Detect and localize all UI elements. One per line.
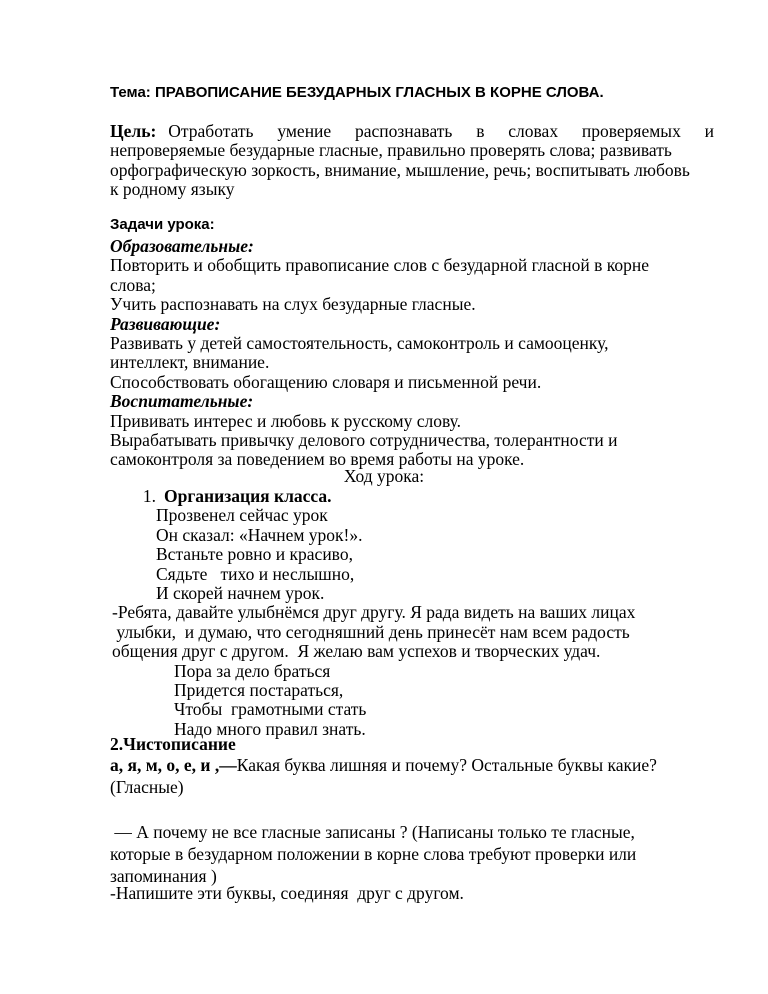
poem-line: Он сказал: «Начнем урок!». bbox=[156, 524, 363, 545]
goal-line-3: орфографическую зоркость, внимание, мышление, речь; воспитывать любовь bbox=[110, 159, 690, 180]
penmanship-section bbox=[110, 735, 750, 798]
goal-line-2: непроверяемые безударные гласные, правильно проверять слова; развивать bbox=[110, 140, 672, 161]
educational-heading: Образовательные: bbox=[110, 236, 254, 256]
letters: а, я, м, о, е, и ,— bbox=[110, 755, 237, 776]
poem-line: Пора за дело браться bbox=[174, 660, 331, 681]
poem-line: Чтобы грамотными стать bbox=[174, 699, 367, 720]
lesson-heading: Ход урока: bbox=[343, 466, 425, 486]
educational-line: Повторить и обобщить правописание слов с безударной гласной в корне bbox=[110, 255, 649, 276]
question-paragraph bbox=[110, 821, 750, 887]
upbringing-line: Вырабатывать привычку делового сотрудничества, толерантности и bbox=[110, 430, 618, 451]
goal-paragraph bbox=[110, 122, 714, 200]
organization-title: Организация класса. bbox=[164, 486, 332, 506]
speech-line: общения друг с другом. Я желаю вам успехов и творческих удач. bbox=[112, 641, 601, 662]
developing-line: Развивать у детей самостоятельность, самоконтроль и самооценку, bbox=[110, 333, 609, 354]
instruction-line: -Напишите эти буквы, соединяя друг с другом. bbox=[110, 883, 464, 903]
poem-line: Прозвенел сейчас урок bbox=[156, 505, 328, 526]
goal-label: Цель: bbox=[110, 121, 157, 141]
question-line: — А почему не все гласные записаны ? (Написаны только те гласные, bbox=[110, 822, 635, 842]
letters-answer: (Гласные) bbox=[110, 777, 184, 798]
developing-line: интеллект, внимание. bbox=[110, 352, 270, 373]
developing-line: Способствовать обогащению словаря и письменной речи. bbox=[110, 371, 542, 392]
organization-title-line bbox=[110, 487, 730, 506]
goal-text-1: Отработать умение распознавать в словах проверяемых и bbox=[168, 121, 714, 141]
letters-line bbox=[110, 754, 750, 776]
letters-question: Какая буква лишняя и почему? Остальные буквы какие? bbox=[236, 755, 657, 776]
educational-line: Учить распознавать на слух безударные гласные. bbox=[110, 294, 476, 315]
goal-line-4: к родному языку bbox=[110, 179, 235, 200]
upbringing-line: самоконтроля за поведением во время работы на уроке. bbox=[110, 449, 525, 470]
developing-heading: Развивающие: bbox=[110, 313, 221, 334]
question-line: которые в безударном положении в корне слова требуют проверки или bbox=[110, 844, 637, 864]
speech-line: -Ребята, давайте улыбнёмся друг другу. Я рада видеть на ваших лицах bbox=[112, 602, 636, 623]
tasks-heading: Задачи урока: bbox=[110, 216, 215, 233]
poem-line: Придется постараться, bbox=[174, 680, 344, 701]
penmanship-title: 2.Чистописание bbox=[110, 734, 236, 754]
organization-section bbox=[110, 487, 730, 739]
question-line: запоминания ) bbox=[110, 866, 217, 886]
poem-line: И скорей начнем урок. bbox=[156, 583, 325, 604]
poem-line: Надо много правил знать. bbox=[174, 718, 366, 739]
speech-line: улыбки, и думаю, что сегодняшний день принесёт нам всем радость bbox=[112, 621, 630, 642]
list-number: 1. bbox=[142, 486, 156, 506]
goal-line-1 bbox=[110, 122, 714, 141]
upbringing-line: Прививать интерес и любовь к русскому слову. bbox=[110, 410, 461, 431]
poem-line: Встаньте ровно и красиво, bbox=[156, 544, 353, 565]
tasks-block bbox=[110, 237, 730, 470]
educational-line: слова; bbox=[110, 274, 156, 295]
upbringing-heading: Воспитательные: bbox=[110, 391, 254, 412]
poem-line: Сядьте тихо и неслышно, bbox=[156, 563, 355, 584]
page-title: Тема: ПРАВОПИСАНИЕ БЕЗУДАРНЫХ ГЛАСНЫХ В КОРНЕ СЛОВА. bbox=[110, 84, 604, 101]
section-title bbox=[110, 735, 750, 754]
